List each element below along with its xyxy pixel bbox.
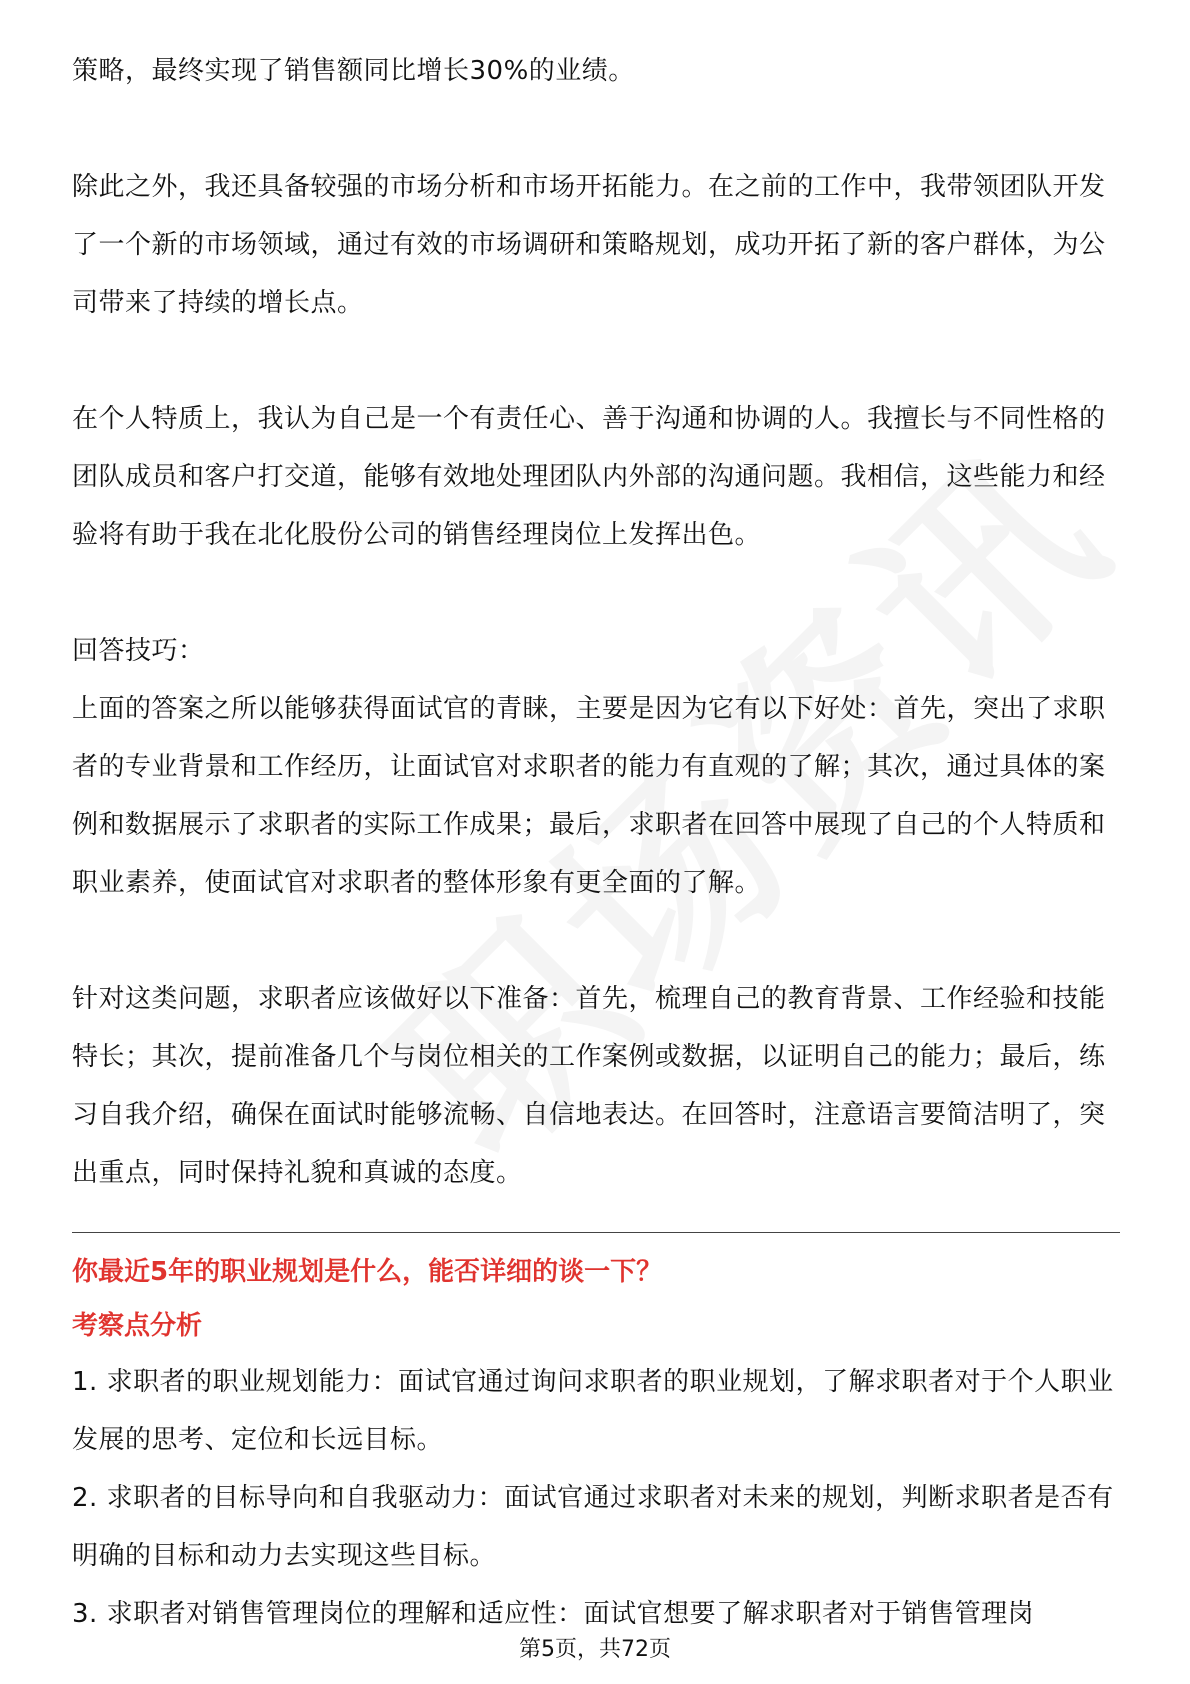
list-item: 1. 求职者的职业规划能力：面试官通过询问求职者的职业规划，了解求职者对于个人职业发展的思考、定位和长远目标。 [72,1367,1114,1455]
question-title: 你最近5年的职业规划是什么，能否详细的谈一下？ [72,1257,663,1287]
page-content [72,42,1120,1643]
page-number: 第5页，共72页 [519,1637,671,1662]
paragraph-5: 针对这类问题，求职者应该做好以下准备：首先，梳理自己的教育背景、工作经验和技能特长；其次，提前准备几个与岗位相关的工作案例或数据，以证明自己的能力；最后，练习自我介绍，确保在面试时能够流畅、自信地表达。在回答时，注意语言要简洁明了，突出重点，同时保持礼貌和真诚的态度。 [72,984,1106,1188]
paragraph-3: 在个人特质上，我认为自己是一个有责任心、善于沟通和协调的人。我擅长与不同性格的团队成员和客户打交道，能够有效地处理团队内外部的沟通问题。我相信，这些能力和经验将有助于我在北化股份公司的销售经理岗位上发挥出色。 [72,404,1106,550]
paragraph-4: 上面的答案之所以能够获得面试官的青睐，主要是因为它有以下好处：首先，突出了求职者的专业背景和工作经历，让面试官对求职者的能力有直观的了解；其次，通过具体的案例和数据展示了求职者的实际工作成果；最后，求职者在回答中展现了自己的个人特质和职业素养，使面试官对求职者的整体形象有更全面的了解。 [72,694,1106,898]
list-item: 3. 求职者对销售管理岗位的理解和适应性：面试官想要了解求职者对于销售管理岗 [72,1599,1035,1629]
paragraph-1: 策略，最终实现了销售额同比增长30%的业绩。 [72,56,635,86]
analysis-heading: 考察点分析 [72,1311,203,1341]
answer-tips-label: 回答技巧： [72,636,205,666]
paragraph-2: 除此之外，我还具备较强的市场分析和市场开拓能力。在之前的工作中，我带领团队开发了一个新的市场领域，通过有效的市场调研和策略规划，成功开拓了新的客户群体，为公司带来了持续的增长点。 [72,172,1106,318]
list-item: 2. 求职者的目标导向和自我驱动力：面试官通过求职者对未来的规划，判断求职者是否有明确的目标和动力去实现这些目标。 [72,1483,1114,1571]
section-divider [72,1232,1120,1233]
